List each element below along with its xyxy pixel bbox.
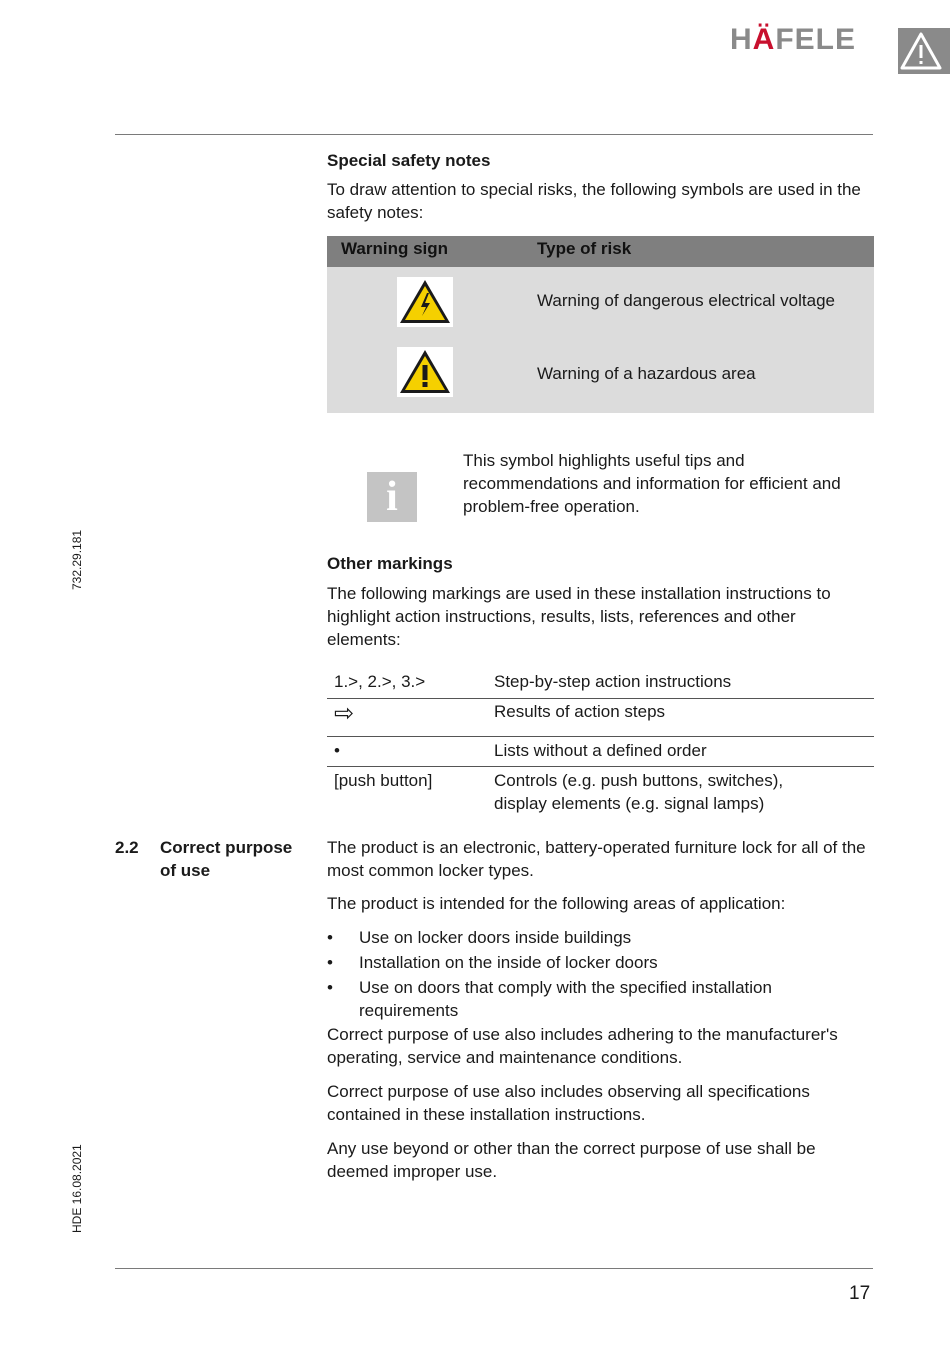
purpose-p5: Any use beyond or other than the correct purpose of use shall be deemed improper use. xyxy=(327,1139,816,1181)
electrical-voltage-warning-icon xyxy=(397,277,453,327)
hazardous-area-warning-icon xyxy=(397,347,453,397)
other-markings-intro: The following markings are used in these installation instructions to highlight action instructions, results, lists, references and other elements: xyxy=(327,584,831,649)
other-markings-heading: Other markings xyxy=(327,554,453,573)
purpose-p3: Correct purpose of use also includes adhering to the manufacturer's operating, service and maintenance conditions. xyxy=(327,1025,838,1067)
info-icon xyxy=(367,472,417,522)
marking-value: Lists without a defined order xyxy=(494,741,707,760)
markings-row xyxy=(327,767,874,817)
section-number: 2.2 xyxy=(115,838,139,857)
section-title-line1: Correct purpose xyxy=(160,838,293,857)
list-item: • Installation on the inside of locker doors xyxy=(327,951,827,974)
info-icon-glyph: i xyxy=(386,474,398,520)
risk-row-electrical: Warning of dangerous electrical voltage xyxy=(537,291,835,310)
list-item: • Use on locker doors inside buildings xyxy=(327,926,827,949)
marking-key: • xyxy=(334,741,340,760)
purpose-p2: The product is intended for the following areas of application: xyxy=(327,894,786,913)
bottom-rule xyxy=(115,1268,873,1269)
markings-table xyxy=(327,668,874,817)
date-code: HDE 16.08.2021 xyxy=(70,1144,84,1233)
top-rule xyxy=(115,134,873,135)
marking-value: Controls (e.g. push buttons, switches), display elements (e.g. signal lamps) xyxy=(494,771,784,813)
application-list xyxy=(327,926,827,1022)
logo-text-1: H xyxy=(730,23,753,56)
special-safety-heading: Special safety notes xyxy=(327,151,491,170)
marking-value: Step-by-step action instructions xyxy=(494,672,732,691)
purpose-p1: The product is an electronic, battery-operated furniture lock for all of the most common locker types. xyxy=(327,838,866,880)
section-title xyxy=(160,836,292,882)
header-warning-sign: Warning sign xyxy=(341,239,449,258)
header-warning-icon xyxy=(898,28,950,74)
hafele-logo xyxy=(730,24,856,56)
risk-row-hazard: Warning of a hazardous area xyxy=(537,364,756,383)
special-safety-intro: To draw attention to special risks, the following symbols are used in the safety notes: xyxy=(327,180,861,222)
marking-key: 1.>, 2.>, 3.> xyxy=(334,672,426,691)
marking-value: Results of action steps xyxy=(494,702,666,721)
section-title-line2: of use xyxy=(160,861,211,880)
list-item: • Use on doors that comply with the specified installation requirements xyxy=(327,976,827,1022)
result-arrow-icon: ⇨ xyxy=(334,700,355,727)
purpose-p4: Correct purpose of use also includes observing all specifications contained in these installation instructions. xyxy=(327,1082,810,1124)
logo-text-2: Ä xyxy=(752,23,776,56)
markings-row xyxy=(327,699,874,737)
tip-text: This symbol highlights useful tips and recommendations and information for efficient and problem-free operation. xyxy=(463,451,841,516)
doc-number: 732.29.181 xyxy=(70,529,84,590)
marking-key: [push button] xyxy=(334,771,433,790)
page-number: 17 xyxy=(849,1283,871,1304)
logo-text-3: FELE xyxy=(775,23,857,56)
header-type-of-risk: Type of risk xyxy=(537,239,632,258)
risk-table-header xyxy=(327,236,874,267)
markings-row xyxy=(327,668,874,699)
markings-row xyxy=(327,737,874,767)
risk-table xyxy=(327,236,874,413)
